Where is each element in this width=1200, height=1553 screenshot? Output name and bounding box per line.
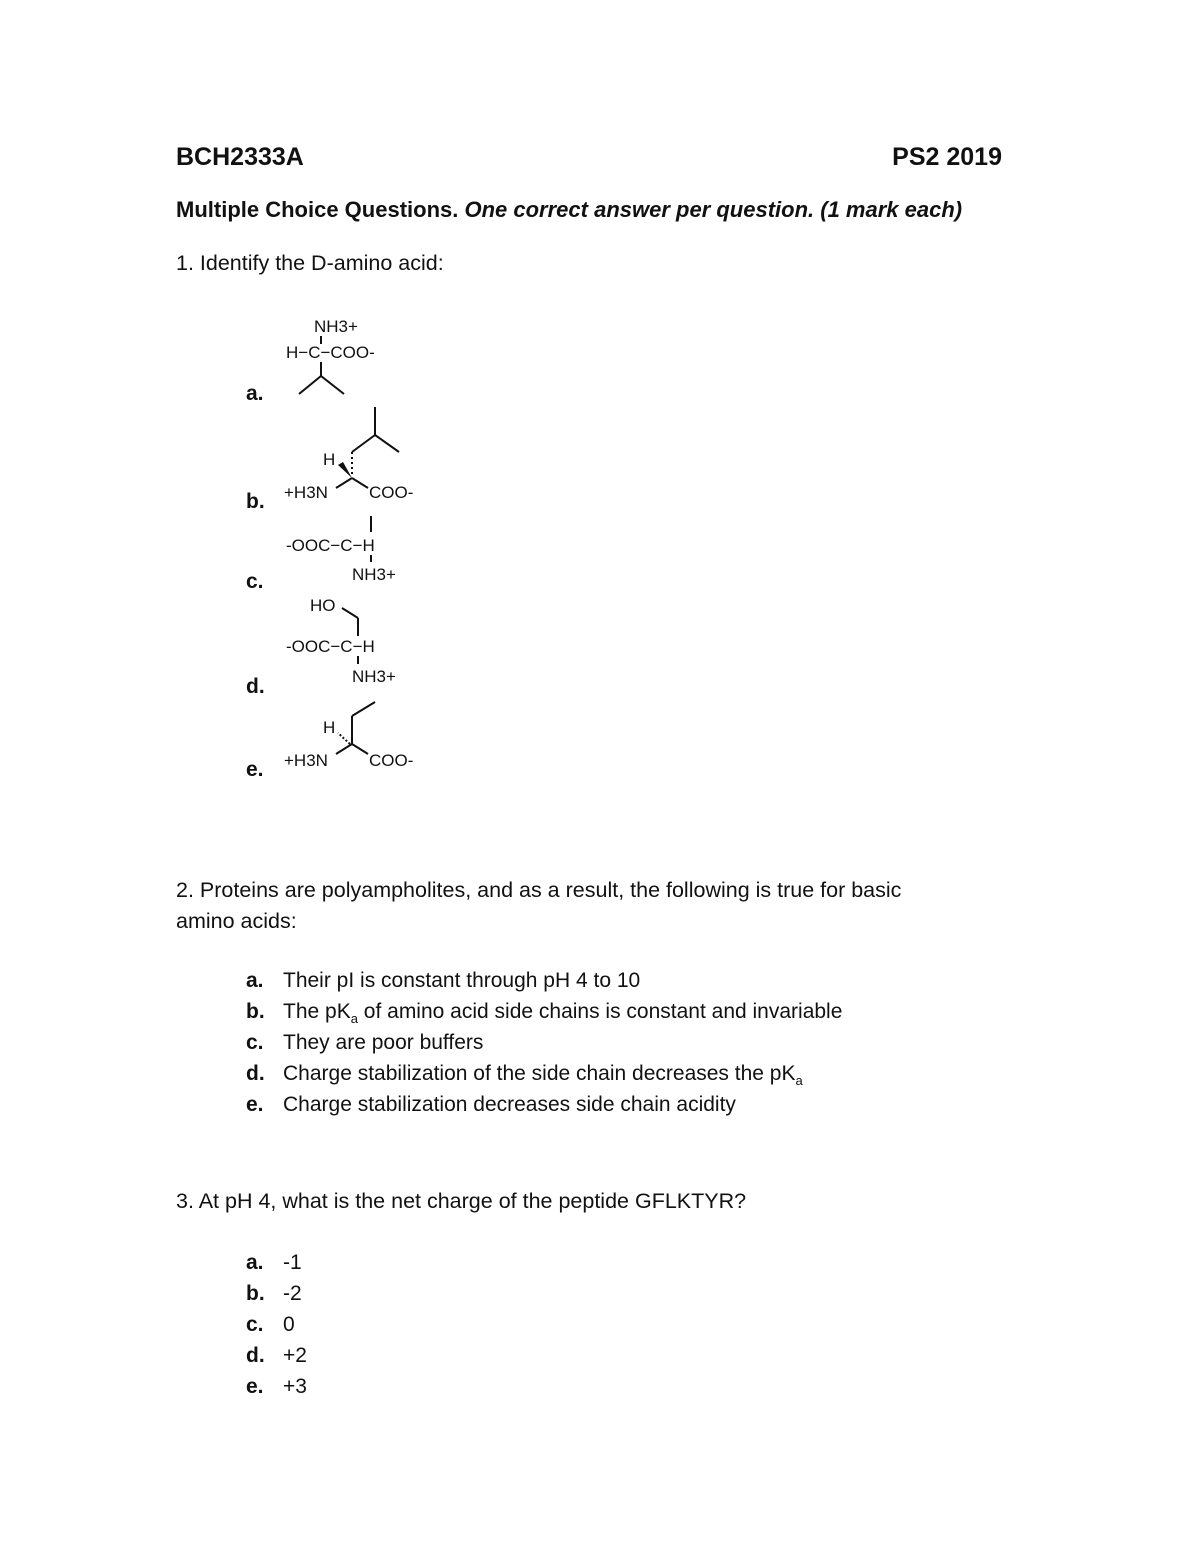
q2-option-d-text [283, 1062, 803, 1088]
structure-a-mid-label: H−C−COO- [286, 343, 375, 362]
q3-option-b-letter: b. [246, 1282, 265, 1305]
q3-option-c-letter: c. [246, 1313, 264, 1336]
q2-option-b-post: of amino acid side chains is constant and invariable [357, 1000, 843, 1023]
q2-option-b-sub: a [350, 1011, 358, 1027]
structure-d [286, 596, 396, 686]
structure-b-h-label: H [323, 450, 336, 469]
q1-option-e-letter: e. [246, 758, 264, 781]
q2-option-a-letter: a. [246, 969, 264, 992]
structure-c-bottom-label: NH3+ [352, 565, 396, 584]
amino-acid-structures [270, 305, 440, 785]
question-2-text [176, 875, 901, 937]
structure-e-left-label: +H3N [284, 751, 328, 770]
q2-option-d-pre: Charge stabilization of the side chain decreases the pK [283, 1062, 796, 1085]
q2-option-d-sub: a [795, 1073, 803, 1089]
instructions-title: Multiple Choice Questions. [176, 197, 459, 222]
q3-option-e-letter: e. [246, 1375, 264, 1398]
q3-option-a-text: -1 [283, 1251, 302, 1274]
q3-option-e-text: +3 [283, 1375, 307, 1398]
q3-option-c-text: 0 [283, 1313, 295, 1336]
course-code: BCH2333A [176, 143, 304, 171]
question-3-text: 3. At pH 4, what is the net charge of the peptide GFLKTYR? [176, 1189, 747, 1213]
q2-option-c-letter: c. [246, 1031, 264, 1054]
q2-option-b-letter: b. [246, 1000, 265, 1023]
structure-e-h-label: H [323, 718, 336, 737]
structure-c [286, 516, 396, 584]
q1-option-b-letter: b. [246, 490, 265, 513]
q1-option-d-letter: d. [246, 675, 265, 698]
q3-option-a-letter: a. [246, 1251, 264, 1274]
q2-option-e-letter: e. [246, 1093, 264, 1116]
question-2-line-1: 2. Proteins are polyampholites, and as a result, the following is true for basic [176, 878, 902, 902]
question-1-text: 1. Identify the D-amino acid: [176, 251, 444, 275]
q2-option-e-text: Charge stabilization decreases side chain acidity [283, 1093, 736, 1116]
structure-c-mid-label: -OOC−C−H [286, 536, 375, 555]
structure-d-top-label: HO [310, 596, 336, 615]
question-2-line-2: amino acids: [176, 909, 297, 933]
q3-option-d-text: +2 [283, 1344, 307, 1367]
structure-b-left-label: +H3N [284, 483, 328, 502]
structure-a-top-label: NH3+ [314, 317, 358, 336]
structure-a [286, 317, 375, 394]
structure-d-bottom-label: NH3+ [352, 667, 396, 686]
problem-set-title: PS2 2019 [892, 143, 1002, 171]
q2-option-b-pre: The pK [283, 1000, 351, 1023]
q1-option-c-letter: c. [246, 570, 264, 593]
q1-option-a-letter: a. [246, 382, 264, 405]
structure-d-mid-label: -OOC−C−H [286, 637, 375, 656]
instructions-text: One correct answer per question. (1 mark each) [464, 197, 963, 222]
q3-option-b-text: -2 [283, 1282, 302, 1305]
structure-e [284, 702, 413, 770]
q2-option-c-text: They are poor buffers [283, 1031, 484, 1054]
instructions [176, 197, 962, 223]
q2-option-b-text [283, 1000, 842, 1026]
q2-option-d-letter: d. [246, 1062, 265, 1085]
structure-b-right-label: COO- [369, 483, 414, 502]
structure-b [284, 407, 413, 502]
structure-e-right-label: COO- [369, 751, 414, 770]
q3-option-d-letter: d. [246, 1344, 265, 1367]
q2-option-a-text: Their pI is constant through pH 4 to 10 [283, 969, 641, 992]
